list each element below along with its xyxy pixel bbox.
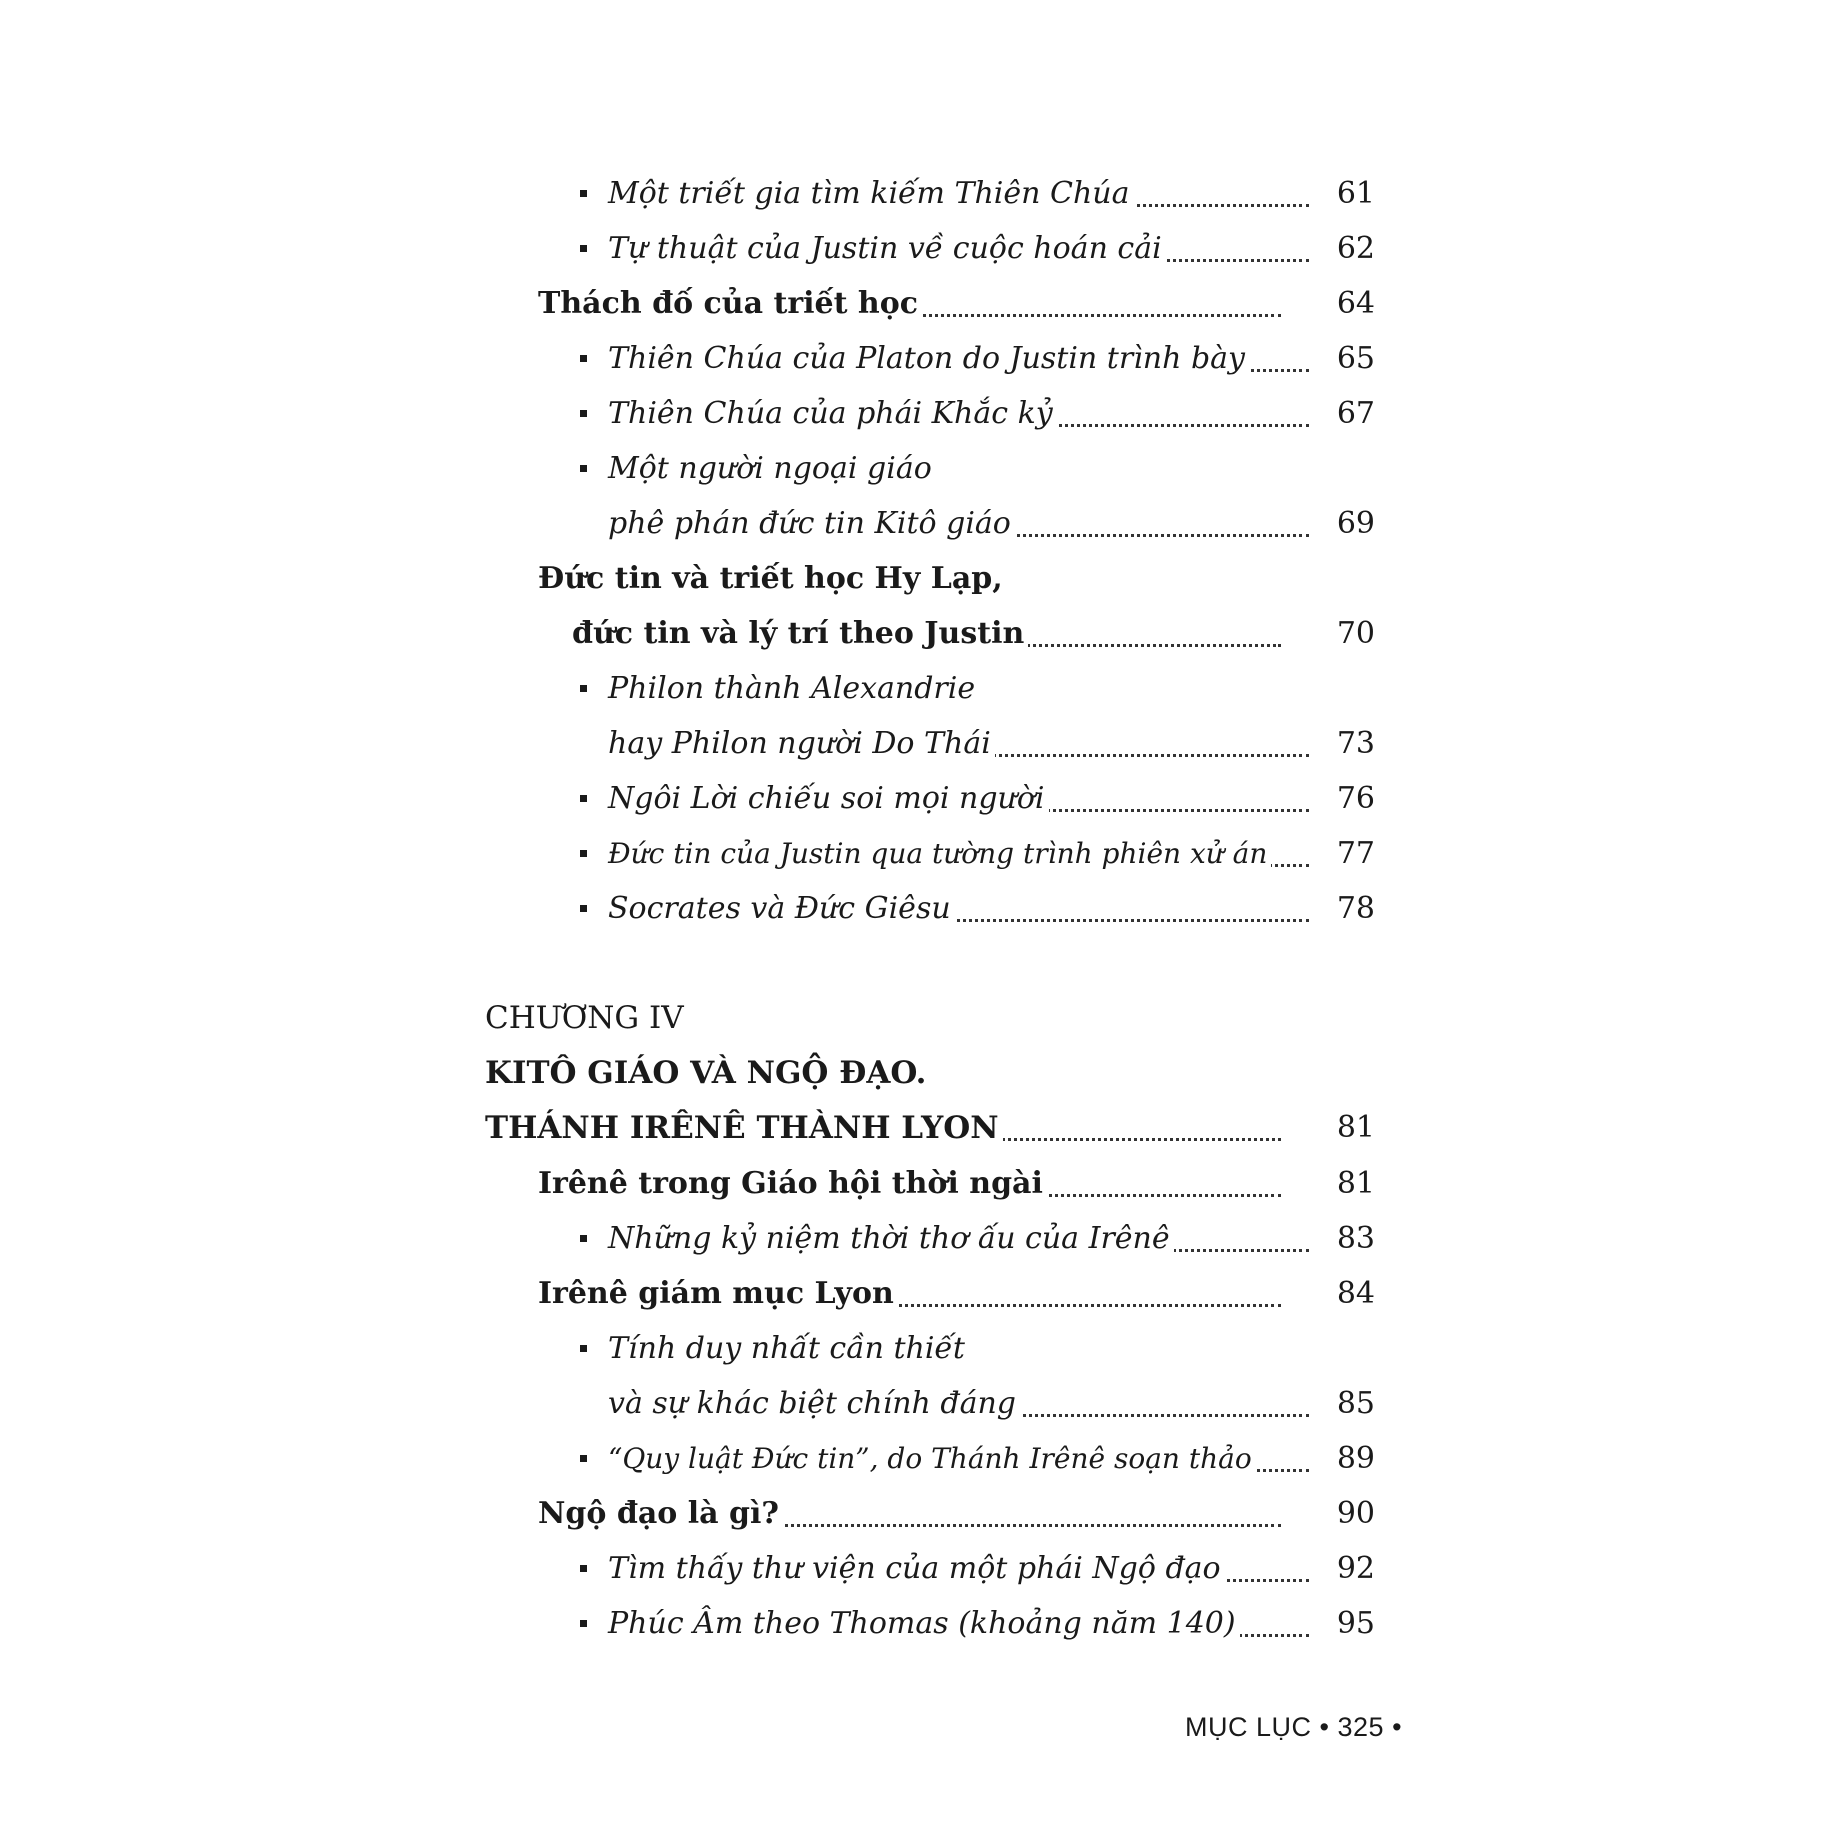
toc-entry-title: Philon thành Alexandrie bbox=[608, 664, 979, 714]
toc-section-continuation bbox=[572, 609, 1375, 659]
toc-section-entry bbox=[538, 1159, 1375, 1209]
toc-subentry bbox=[580, 169, 1375, 219]
bullet-icon bbox=[580, 245, 587, 252]
toc-entry-title: Phúc Âm theo Thomas (khoảng năm 140) bbox=[608, 1599, 1240, 1649]
toc-chapter-entry bbox=[485, 1103, 1375, 1153]
toc-subentry bbox=[580, 664, 1375, 714]
toc-entry-title: “Quy luật Đức tin”, do Thánh Irênê soạn thảo bbox=[608, 1434, 1256, 1484]
toc-section-entry bbox=[538, 279, 1375, 329]
toc-subentry bbox=[580, 829, 1375, 879]
toc-page-number: 77 bbox=[1336, 836, 1375, 871]
bullet-icon bbox=[580, 465, 587, 472]
toc-page-number: 83 bbox=[1336, 1221, 1375, 1256]
bullet-icon bbox=[580, 355, 587, 362]
toc-page-number: 61 bbox=[1336, 176, 1375, 211]
toc-page-number: 67 bbox=[1336, 396, 1375, 431]
chapter-title-line2: THÁNH IRÊNÊ THÀNH LYON bbox=[485, 1103, 1003, 1153]
toc-page-number: 73 bbox=[1336, 726, 1375, 761]
toc-entry-title: và sự khác biệt chính đáng bbox=[608, 1379, 1020, 1429]
toc-page-number: 62 bbox=[1336, 231, 1375, 266]
toc-page-number: 92 bbox=[1336, 1551, 1375, 1586]
toc-subentry bbox=[580, 1324, 1375, 1374]
toc-subentry bbox=[580, 224, 1375, 274]
bullet-icon bbox=[580, 410, 587, 417]
toc-entry-title: Tìm thấy thư viện của một phái Ngộ đạo bbox=[608, 1544, 1225, 1594]
toc-entry-title: Thách đố của triết học bbox=[538, 279, 922, 329]
bullet-icon bbox=[580, 1455, 587, 1462]
chapter-label: CHƯƠNG IV bbox=[485, 1000, 684, 1036]
toc-subentry-continuation bbox=[580, 499, 1375, 549]
toc-page-number: 78 bbox=[1336, 891, 1375, 926]
toc-subentry bbox=[580, 389, 1375, 439]
bullet-icon bbox=[580, 795, 587, 802]
toc-entry-title: Tự thuật của Justin về cuộc hoán cải bbox=[608, 224, 1166, 274]
toc-page-number: 76 bbox=[1336, 781, 1375, 816]
toc-entry-title: Socrates và Đức Giêsu bbox=[608, 884, 955, 934]
toc-subentry bbox=[580, 774, 1375, 824]
toc-entry-title: Một người ngoại giáo bbox=[608, 444, 936, 494]
bullet-icon bbox=[580, 1620, 587, 1627]
toc-page-number: 89 bbox=[1336, 1441, 1375, 1476]
toc-subentry-continuation bbox=[580, 1379, 1375, 1429]
toc-page-number: 81 bbox=[1336, 1110, 1375, 1145]
toc-subentry bbox=[580, 1214, 1375, 1264]
toc-section-entry bbox=[538, 554, 1375, 604]
bullet-icon bbox=[580, 1565, 587, 1572]
toc-page-number: 95 bbox=[1336, 1606, 1375, 1641]
footer-label: MỤC LỤC bbox=[1185, 1712, 1312, 1742]
toc-entry-title: Một triết gia tìm kiếm Thiên Chúa bbox=[608, 169, 1134, 219]
bullet-icon bbox=[580, 850, 587, 857]
toc-entry-title: Irênê giám mục Lyon bbox=[538, 1269, 898, 1319]
toc-entry-title: Tính duy nhất cần thiết bbox=[608, 1324, 969, 1374]
toc-entry-title: Đức tin của Justin qua tường trình phiên xử án bbox=[608, 829, 1271, 879]
toc-entry-title: Irênê trong Giáo hội thời ngài bbox=[538, 1159, 1047, 1209]
toc-entry-title: Thiên Chúa của Platon do Justin trình bày bbox=[608, 334, 1249, 384]
toc-subentry bbox=[580, 1544, 1375, 1594]
toc-subentry bbox=[580, 334, 1375, 384]
toc-page-number: 70 bbox=[1336, 616, 1375, 651]
toc-entry-title: Thiên Chúa của phái Khắc kỷ bbox=[608, 389, 1057, 439]
chapter-title-line1: KITÔ GIÁO VÀ NGỘ ĐẠO. bbox=[485, 1055, 927, 1091]
page-footer bbox=[1185, 1707, 1402, 1747]
toc-page-number: 64 bbox=[1336, 286, 1375, 321]
toc-entry-title: Ngộ đạo là gì? bbox=[538, 1489, 783, 1539]
toc-entry-title: đức tin và lý trí theo Justin bbox=[572, 609, 1028, 659]
toc-page-number: 84 bbox=[1336, 1276, 1375, 1311]
toc-page-number: 69 bbox=[1336, 506, 1375, 541]
toc-section-entry bbox=[538, 1489, 1375, 1539]
toc-subentry-continuation bbox=[580, 719, 1375, 769]
bullet-icon bbox=[580, 1345, 587, 1352]
footer-separator: • bbox=[1319, 1712, 1338, 1742]
toc-page-number: 85 bbox=[1336, 1386, 1375, 1421]
toc-page-number: 81 bbox=[1336, 1166, 1375, 1201]
toc-page-number: 90 bbox=[1336, 1496, 1375, 1531]
toc-subentry bbox=[580, 1434, 1375, 1484]
bullet-icon bbox=[580, 1235, 587, 1242]
toc-entry-title: Đức tin và triết học Hy Lạp, bbox=[538, 554, 1007, 604]
toc-subentry bbox=[580, 444, 1375, 494]
bullet-icon bbox=[580, 190, 587, 197]
toc-entry-title: Ngôi Lời chiếu soi mọi người bbox=[608, 774, 1049, 824]
toc-page-number: 65 bbox=[1336, 341, 1375, 376]
toc-section-entry bbox=[538, 1269, 1375, 1319]
toc-subentry bbox=[580, 884, 1375, 934]
toc-entry-title: Những kỷ niệm thời thơ ấu của Irênê bbox=[608, 1214, 1174, 1264]
toc-subentry bbox=[580, 1599, 1375, 1649]
toc-entry-title: hay Philon người Do Thái bbox=[608, 719, 995, 769]
bullet-icon bbox=[580, 685, 587, 692]
footer-page-number: 325 bbox=[1337, 1712, 1385, 1742]
bullet-icon bbox=[580, 905, 587, 912]
toc-entry-title: phê phán đức tin Kitô giáo bbox=[608, 499, 1015, 549]
footer-separator: • bbox=[1392, 1712, 1403, 1742]
